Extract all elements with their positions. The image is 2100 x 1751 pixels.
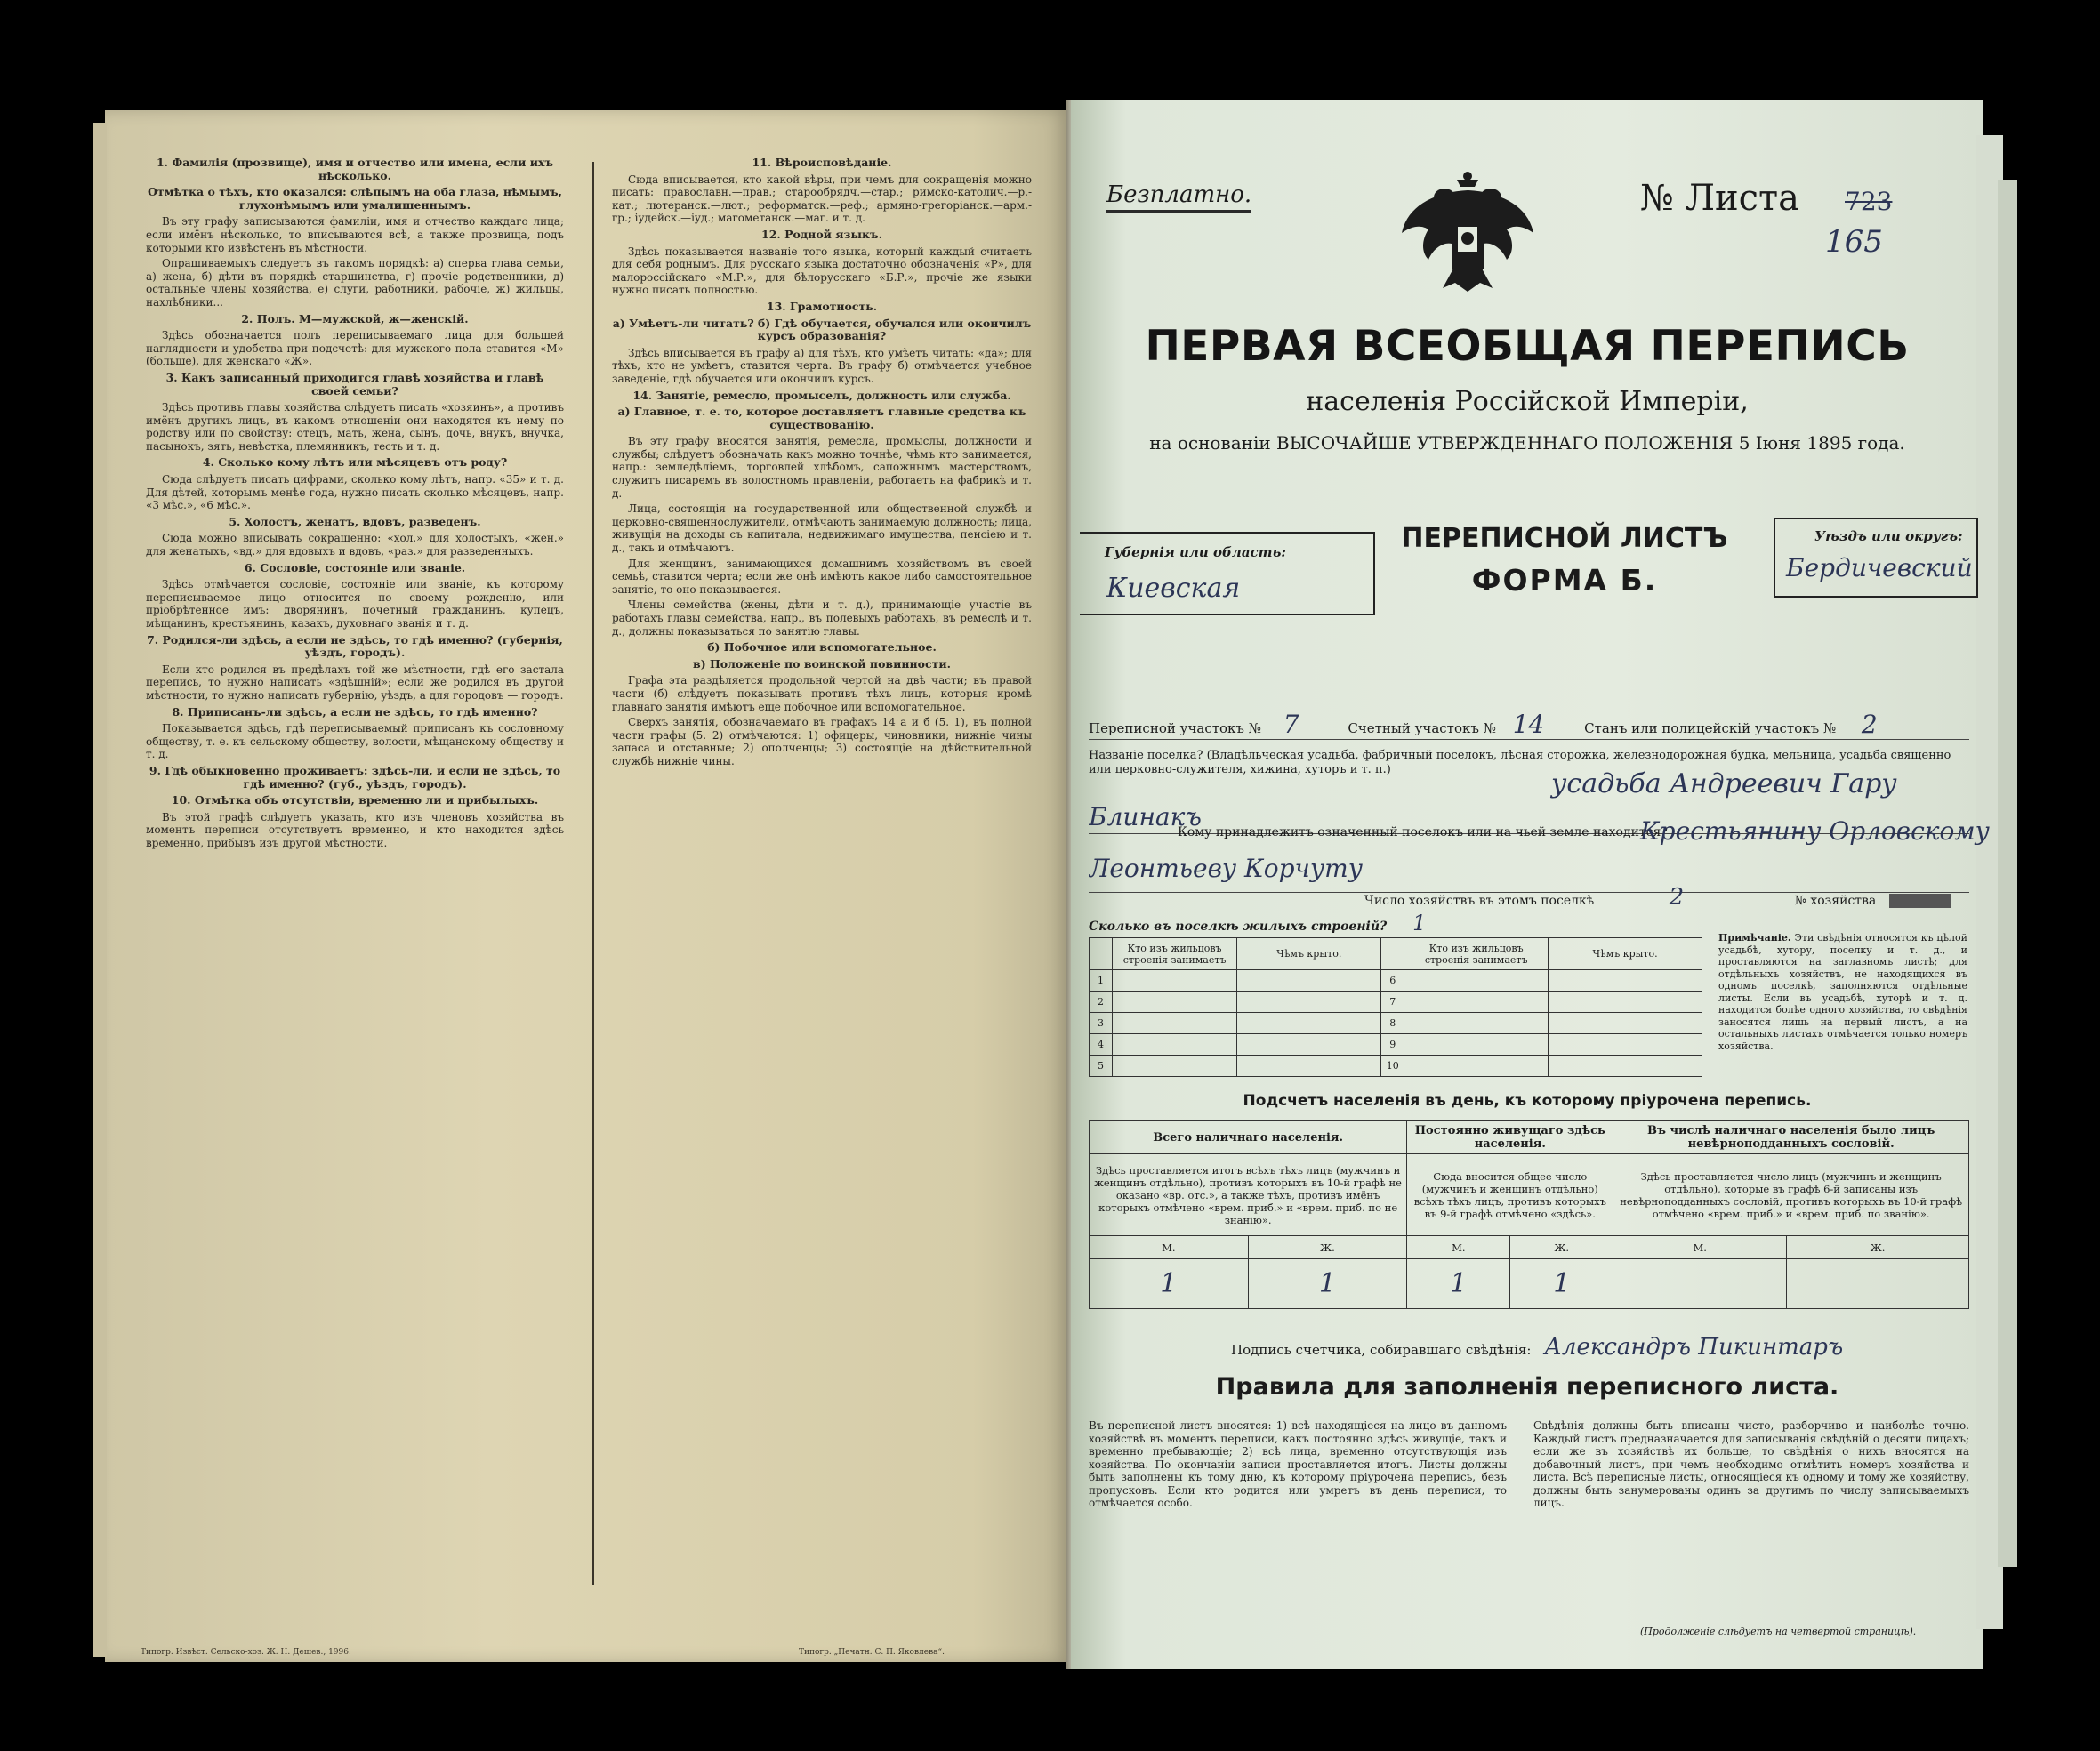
column-divider	[592, 162, 594, 1585]
note-text: Эти свѣдѣнія относятся къ цѣлой усадьбѣ, хутору, поселку и т. д., и проставляются на заглавномъ листѣ; для отдѣльныхъ хозяйствъ, не находящихся въ одномъ поселкѣ, заполняются отдѣльные листы. Если въ усадьбѣ, хуторѣ и т. д. находится болѣе одного хозяйства, то свѣдѣнія заносятся лишь на первый листъ, а на остальныхъ листахъ отмѣчается только номеръ хозяйства.	[1718, 932, 1967, 1052]
census-form-page	[1071, 100, 1990, 1669]
section-heading: 9. Гдѣ обыкновенно проживаетъ: здѣсь-ли, и если не здѣсь, то гдѣ именно? (губ., уѣздъ, городъ).	[149, 763, 561, 791]
bt-header: Кто изъ жильцовъ строенія занимаетъ	[1404, 938, 1549, 970]
section-paragraph: Опрашиваемыхъ следуетъ въ такомъ порядкѣ: а) сперва глава семьи, а) жена, б) дѣти въ порядкѣ старшинства, г) прочіе родственники, д) остальные члены хозяйства, е) слуги, работники, рабочіе, ж) жильцы, нахлѣбники...	[146, 257, 564, 309]
bt-cell	[1112, 992, 1236, 1013]
schetny-value: 14	[1512, 710, 1545, 739]
households-row	[1364, 884, 1951, 911]
signature-hand: Александръ Пикинтаръ	[1544, 1334, 1844, 1361]
sheet-number-handwritten: 165	[1825, 224, 1883, 260]
household-number-redacted	[1889, 894, 1951, 908]
uezd-box	[1774, 518, 1978, 598]
settlement-hand-2: Блинакъ	[1089, 802, 1202, 831]
page-edge	[93, 123, 107, 1657]
buildings-row	[1090, 970, 1702, 992]
buildings-row	[1090, 1013, 1702, 1034]
bt-cell	[1404, 1034, 1549, 1056]
form-title-line1: ПЕРЕПИСНОЙ ЛИСТЪ	[1401, 523, 1728, 554]
pop-col-zh: Ж.	[1787, 1236, 1969, 1259]
bt-row-number: 8	[1381, 1013, 1404, 1034]
pop-value	[1787, 1259, 1969, 1309]
section-heading: 2. Полъ. М—мужской, ж—женскій.	[241, 311, 469, 325]
bt-cell	[1404, 1013, 1549, 1034]
section-paragraph: Сверхъ занятія, обозначаемаго въ графахъ 14 а и б (5. 1), въ полной части графы (5. 2) отмѣчаются: 1) офицеры, чиновники, нижніе чины запаса и отставные; 2) ополченцы; 3) состоящіе на дѣйствительной службѣ нижніе чины.	[612, 716, 1032, 767]
settlement-hand-1: усадьба Андреевич Гару	[1551, 768, 1897, 799]
census-decree: на основаніи ВЫСОЧАЙШЕ УТВЕРЖДЕННАГО ПОЛОЖЕНІЯ 5 Іюня 1895 года.	[1149, 432, 1905, 454]
section-heading: 12. Родной языкъ.	[761, 227, 882, 241]
pop-desc-foreign: Здѣсь проставляется число лицъ (мужчинъ и женщинъ отдѣльно), которые въ графѣ 6-й записаны изъ невѣрноподданныхъ сословій, противъ которыхъ въ 10-й графѣ отмѣчено «врем. приб.» и «врем. приб. по званію».	[1613, 1154, 1969, 1236]
population-table	[1089, 1120, 1969, 1309]
section-paragraph: Лица, состоящія на государственной или общественной службѣ и церковно-священнослужители, отмѣчаютъ занимаемую должность; лица, живущія на доходы съ капитала, недвижимаго имущества, пенсіею и т. д., такъ и отмѣчаютъ.	[612, 502, 1032, 555]
buildings-label: Сколько въ поселкѣ жилыхъ строеній?	[1089, 920, 1388, 934]
section-heading: Отмѣтка о тѣхъ, кто оказался: слѣпымъ на оба глаза, нѣмымъ, глухонѣмымъ или умалишеннымъ.	[148, 185, 562, 212]
uchastok-value: 7	[1283, 710, 1299, 739]
bt-cell	[1549, 1034, 1702, 1056]
section-paragraph: Здѣсь показывается названіе того языка, который каждый считаетъ для себя роднымъ. Для русскаго языка достаточно обозначенія «Р», для малороссійскаго «М.Р.», для бѣлорусскаго «Б.Р.», прочіе же языки нужно писать полностью.	[612, 245, 1032, 297]
section-heading: 1. Фамилія (прозвище), имя и отчество или имена, если ихъ нѣсколько.	[156, 156, 554, 182]
section-paragraph: Здѣсь обозначается полъ переписываемаго лица для большей наглядности и удобства при подсчетѣ: для мужского пола ставится «М» (больше), для женскаго «Ж».	[146, 329, 564, 368]
section-paragraph: Здѣсь вписывается въ графу а) для тѣхъ, кто умѣетъ читать: «да»; для тѣхъ, кто не умѣетъ, ставится черта. Въ графу б) отмѣчается учебное заведеніе, гдѣ обучается или окончилъ курсъ.	[612, 346, 1032, 385]
section-heading: а) Умѣетъ-ли читать? б) Гдѣ обучается, обучался или окончилъ курсъ образованія?	[612, 316, 1032, 343]
section-heading: а) Главное, т. е. то, которое доставляетъ главные средства къ существованію.	[617, 405, 1026, 431]
form-title	[1373, 523, 1756, 598]
bt-cell	[1404, 992, 1549, 1013]
rules-column-right: Свѣдѣнія должны быть вписаны чисто, разборчиво и наиболѣе точно. Каждый листъ предназначается для записыванія свѣдѣній о десяти лицахъ; если же въ хозяйствѣ их больше, то свѣдѣнія о нихъ вносятся на добавочный листъ, при чемъ необходимо отмѣтить номеръ хозяйства и листа. Всѣ переписные листы, относящіеся къ одному и тому же хозяйству, должны быть занумерованы одинъ за другимъ по числу записываемыхъ лицъ.	[1533, 1419, 1969, 1509]
section-paragraph: Здѣсь противъ главы хозяйства слѣдуетъ писать «хозяинъ», а противъ имёнъ другихъ лицъ, въ какомъ отношеніи они находятся къ нему по родству или по свойству: отецъ, мать, жена, сынъ, дочь, внукъ, внучка, пасынокъ, зять, невѣстка, племянникъ, тесть и т. д.	[146, 401, 564, 453]
form-title-line2: ФОРМА Б.	[1471, 563, 1658, 598]
stan-label: Станъ или полицейскій участокъ №	[1584, 720, 1837, 736]
double-headed-eagle-icon	[1398, 171, 1537, 292]
section-heading: 11. Вѣроисповѣданіе.	[752, 156, 892, 169]
household-number-label: № хозяйства	[1794, 894, 1877, 908]
buildings-row	[1090, 992, 1702, 1013]
owner-label: Кому принадлежитъ означенный поселокъ или на чьей земле находится?	[1178, 825, 1668, 839]
section-paragraph: Въ эту графу вносятся занятія, ремесла, промыслы, должности и службы; слѣдуетъ обозначать какъ можно точнѣе, чѣмъ кто занимается, напр.: земледѣліемъ, торговлей хлѣбомъ, сапожнымъ мастерствомъ, служитъ писаремъ въ волостномъ правленіи, работаетъ на фабрикѣ и т. д.	[612, 435, 1032, 500]
households-label: Число хозяйствъ въ этомъ поселкѣ	[1364, 894, 1595, 908]
bt-cell	[1237, 1056, 1381, 1077]
section-paragraph: Для женщинъ, занимающихся домашнимъ хозяйствомъ въ своей семьѣ, ставится черта; если же онѣ имѣютъ какое либо самостоятельное занятіе, то оно показывается.	[612, 557, 1032, 596]
settlement-label: Названіе поселка? (Владѣльческая усадьба, фабричный поселокъ, лѣсная сторожка, железнодорожная будка, мельница, усадьба священно или церковно-служителя, хижина, хуторъ и т. п.)	[1089, 749, 1951, 776]
bt-cell	[1237, 1034, 1381, 1056]
section-paragraph: Если кто родился въ предѣлахъ той же мѣстности, гдѣ его застала перепись, то нужно написать «здѣшній»; если же родился въ другой мѣстности, то нужно написать губернію, уѣздъ, а для городовъ — городъ.	[146, 663, 564, 702]
uchastok-label: Переписной участокъ №	[1089, 720, 1261, 736]
rules-column-left: Въ переписной листъ вносятся: 1) всѣ находящіеся на лицо въ данномъ хозяйствѣ въ моментъ переписи, какъ постоянно здѣсь живущіе, такъ и временно пребывающіе; 2) всѣ лица, временно отсутствующія изъ хозяйства. По окончаніи записи проставляется итогъ. Листы должны быть заполнены къ тому дню, къ которому пріурочена перепись, безъ пропусковъ. Если кто родится или умретъ въ день переписи, то отмѣчается особо.	[1089, 1419, 1507, 1509]
section-heading: в) Положеніе по воинской повинности.	[693, 656, 951, 671]
section-paragraph: Сюда вписывается, кто какой вѣры, при чемъ для сокращенія можно писать: православн.—прав.; старообрядч.—стар.; римско-католич.—р.-кат.; лютеранск.—лют.; реформатск.—реф.; армяно-грегоріанск.—арм.-гр.; іудейск.—іуд.; магометанск.—маг. и т. д.	[612, 173, 1032, 225]
district-row	[1089, 710, 1969, 740]
schetny-label: Счетный участокъ №	[1348, 720, 1496, 736]
gubernia-box	[1080, 532, 1375, 615]
signature-label: Подпись счетчика, собиравшаго свѣдѣнія:	[1231, 1342, 1532, 1358]
sheet-number-label: № Листа	[1640, 178, 1799, 219]
bt-row-number: 5	[1090, 1056, 1113, 1077]
pop-header-present: Всего наличнаго населенія.	[1090, 1121, 1407, 1154]
sheet-number-crossed: 723	[1845, 187, 1893, 216]
bt-row-number: 4	[1090, 1034, 1113, 1056]
pop-value	[1613, 1259, 1787, 1309]
bt-cell	[1549, 992, 1702, 1013]
pop-col-zh: Ж.	[1248, 1236, 1407, 1259]
bt-header: Чѣмъ крыто.	[1237, 938, 1381, 970]
census-title: ПЕРВАЯ ВСЕОБЩАЯ ПЕРЕПИСЬ	[1145, 322, 1910, 371]
pop-col-zh: Ж.	[1510, 1236, 1613, 1259]
bt-cell	[1404, 1056, 1549, 1077]
free-label: Безплатно.	[1106, 181, 1251, 213]
section-heading: 3. Какъ записанный приходится главѣ хозяйства и главѣ своей семьи?	[165, 370, 544, 398]
census-subtitle: населенія Россійской Имперіи,	[1306, 386, 1749, 417]
section-heading: 7. Родился-ли здѣсь, а если не здѣсь, то гдѣ именно? (губернія, уѣздъ, городъ).	[147, 632, 563, 660]
bt-cell	[1549, 1056, 1702, 1077]
pop-value: 1	[1407, 1259, 1510, 1309]
pop-header-resident: Постоянно живущаго здѣсь населенія.	[1407, 1121, 1613, 1154]
continued-note: (Продолженіе слѣдуетъ на четвертой страницѣ).	[1640, 1626, 1917, 1637]
section-paragraph: Здѣсь отмѣчается сословіе, состояніе или званіе, къ которому переписываемое лицо относится по своему рожденію, или пріобрѣтенное имъ: дворянинъ, почетный гражданинъ, купецъ, мѣщанинъ, крестьянинъ, казакъ, духовнаго званія и т. д.	[146, 578, 564, 630]
section-heading: б) Побочное или вспомогательное.	[707, 640, 937, 655]
bt-header: Кто изъ жильцовъ строенія занимаетъ	[1112, 938, 1236, 970]
bt-row-number: 1	[1090, 970, 1113, 992]
bt-cell	[1112, 1034, 1236, 1056]
section-heading: 5. Холостъ, женатъ, вдовъ, разведенъ.	[229, 514, 481, 528]
section-paragraph: Сюда слѣдуетъ писать цифрами, сколько кому лѣтъ, напр. «35» и т. д. Для дѣтей, которымъ менѣе года, нужно писать сколько мѣсяцевъ, напр. «3 мѣс.», «6 мѣс.».	[146, 473, 564, 512]
pop-desc-resident: Сюда вносится общее число (мужчинъ и женщинъ отдѣльно) всѣхъ тѣхъ лицъ, противъ которыхъ въ 9-й графѣ отмѣчено «здѣсь».	[1407, 1154, 1613, 1236]
bt-cell	[1112, 1056, 1236, 1077]
pop-desc-present: Здѣсь проставляется итогъ всѣхъ тѣхъ лицъ (мужчинъ и женщинъ отдѣльно), противъ которыхъ въ 10-й графѣ не оказано «вр. отс.», а также тѣхъ, противъ имёнъ которыхъ отмѣчено «врем. приб.» и «врем. приб. по не знанію».	[1090, 1154, 1407, 1236]
section-heading: 8. Приписанъ-ли здѣсь, а если не здѣсь, то гдѣ именно?	[172, 704, 538, 719]
section-heading: 6. Сословіе, состояніе или званіе.	[244, 560, 466, 574]
gubernia-label: Губернія или область:	[1105, 544, 1286, 560]
section-paragraph: Показывается здѣсь, гдѣ переписываемый приписанъ къ сословному обществу, т. е. къ сельскому обществу, волости, мѣщанскому обществу и т. д.	[146, 722, 564, 761]
section-paragraph: Члены семейства (жены, дѣти и т. д.), принимающіе участіе въ работахъ главы семейства, напр., въ полевыхъ работахъ, въ ремеслѣ и т. д., должны показываться по занятію главы.	[612, 598, 1032, 638]
bt-row-number: 6	[1381, 970, 1404, 992]
bt-cell	[1549, 970, 1702, 992]
section-heading: 4. Сколько кому лѣтъ или мѣсяцевъ отъ роду?	[202, 455, 508, 470]
bt-row-number: 7	[1381, 992, 1404, 1013]
households-value: 2	[1669, 884, 1685, 911]
pop-col-m: М.	[1090, 1236, 1249, 1259]
section-heading: 13. Грамотность.	[766, 299, 878, 313]
pop-header-foreign: Въ числѣ наличнаго населенія было лицъ невѣрноподданныхъ сословій.	[1613, 1121, 1969, 1154]
buildings-note	[1718, 932, 1967, 1052]
pop-value: 1	[1248, 1259, 1407, 1309]
bt-cell	[1237, 970, 1381, 992]
buildings-table	[1089, 937, 1702, 1077]
printer-note-right: Типогр. „Печатн. С. П. Яковлева“.	[799, 1648, 945, 1657]
note-title: Примѣчаніе.	[1718, 932, 1791, 944]
page-stack	[1998, 180, 2017, 1567]
bt-cell	[1237, 992, 1381, 1013]
owner-hand-1: Крестьянину Орловскому	[1640, 816, 1990, 846]
buildings-row	[1090, 1056, 1702, 1077]
pop-col-m: М.	[1613, 1236, 1787, 1259]
instructions-column-left	[146, 153, 564, 853]
pop-value: 1	[1510, 1259, 1613, 1309]
pop-col-m: М.	[1407, 1236, 1510, 1259]
bt-header: Чѣмъ крыто.	[1549, 938, 1702, 970]
section-heading: 14. Занятіе, ремесло, промыселъ, должность или служба.	[632, 388, 1011, 402]
printer-note-left: Типогр. Извѣст. Сельско-хоз. Ж. Н. Дешев., 1996.	[141, 1648, 351, 1657]
bt-row-number: 9	[1381, 1034, 1404, 1056]
section-paragraph: Въ этой графѣ слѣдуетъ указать, кто изъ членовъ хозяйства въ моментъ переписи отсутствуетъ временно, и кто находится здѣсь временно, прибывъ изъ другой мѣстности.	[146, 810, 564, 849]
section-paragraph: Графа эта раздѣляется продольной чертой на двѣ части; въ правой части (б) слѣдуетъ показывать противъ тѣхъ лицъ, которыя кромѣ главнаго занятія имѣютъ еще побочное или вспомогательное.	[612, 674, 1032, 713]
bt-cell	[1237, 1013, 1381, 1034]
rules-title: Правила для заполненія переписного листа.	[1215, 1373, 1839, 1401]
bt-row-number: 2	[1090, 992, 1113, 1013]
section-heading: 10. Отмѣтка объ отсутствіи, временно ли и прибылыхъ.	[171, 793, 539, 807]
buildings-value: 1	[1412, 911, 1427, 936]
uezd-label: Уѣздъ или округъ:	[1814, 528, 1963, 544]
section-paragraph: Въ эту графу записываются фамиліи, имя и отчество каждаго лица; если имёнъ нѣсколько, то вписываются всѣ, а также прозвища, подъ которыми кто извѣстенъ въ мѣстности.	[146, 215, 564, 254]
population-count-title: Подсчетъ населенія въ день, къ которому пріурочена перепись.	[1243, 1092, 1812, 1110]
stan-value: 2	[1861, 710, 1878, 739]
bt-row-number: 3	[1090, 1013, 1113, 1034]
census-book-spread	[105, 100, 1990, 1669]
gubernia-value: Киевская	[1106, 573, 1241, 604]
owner-hand-2: Леонтьеву Корчуту	[1089, 854, 1363, 883]
buildings-row	[1089, 911, 1426, 936]
enumerator-signature-row	[1231, 1334, 1843, 1361]
bt-cell	[1112, 1013, 1236, 1034]
bt-row-number: 10	[1381, 1056, 1404, 1077]
pop-value: 1	[1090, 1259, 1249, 1309]
bt-cell	[1112, 970, 1236, 992]
section-paragraph: Сюда можно вписывать сокращенно: «хол.» для холостыхъ, «жен.» для женатыхъ, «вд.» для вдовыхъ и вдовъ, «раз.» для разведенныхъ.	[146, 532, 564, 558]
instructions-column-right	[612, 153, 1032, 771]
buildings-row	[1090, 1034, 1702, 1056]
uezd-value: Бердичевский	[1786, 553, 1973, 582]
bt-cell	[1404, 970, 1549, 992]
bt-cell	[1549, 1013, 1702, 1034]
